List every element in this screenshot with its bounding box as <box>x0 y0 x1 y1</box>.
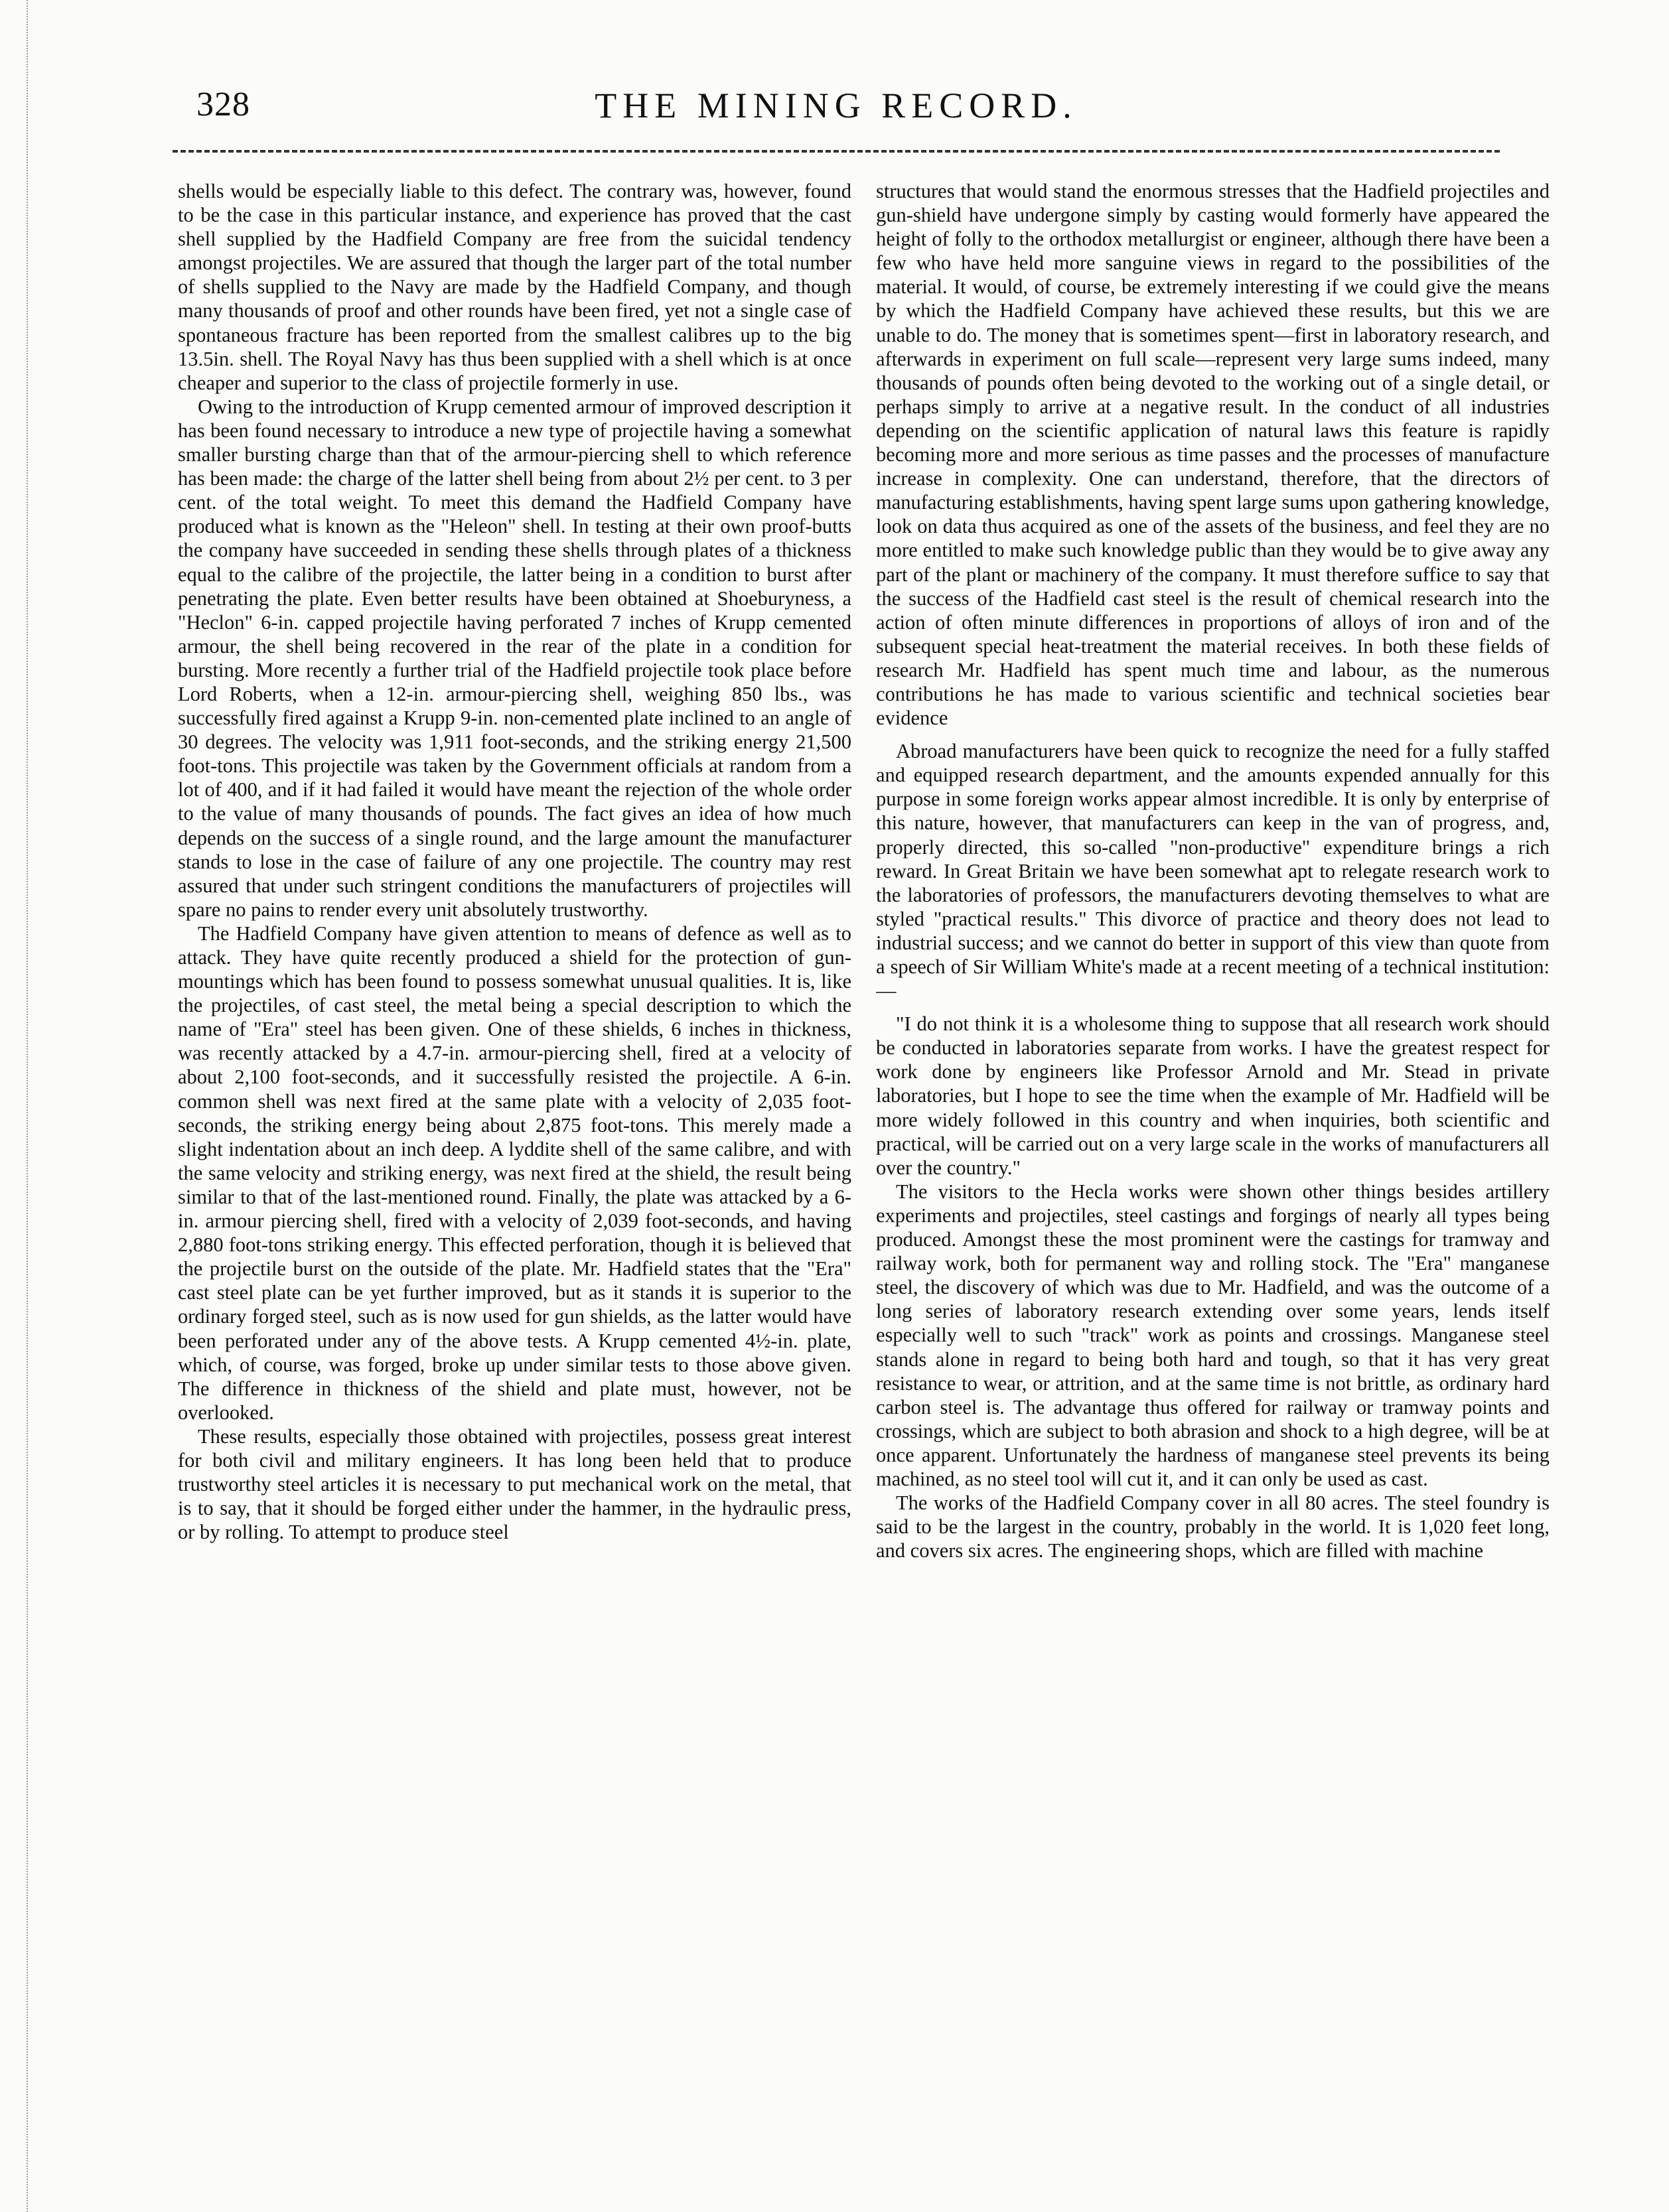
header-rule <box>173 150 1500 153</box>
paragraph: The Hadfield Company have given attention to means of defence as well as to attack. They have quite recently produced a shield for the protection of gun-mountings which has been found to possess somewhat unusual qualities. It is, like the projectiles, of cast steel, the metal being a special description to which the name of "Era" steel has been given. One of these shields, 6 inches in thickness, was recently attacked by a 4.7-in. armour-piercing shell, fired at a velocity of about 2,100 foot-seconds, and it successfully resisted the projectile. A 6-in. common shell was next fired at the same plate with a velocity of 2,035 foot-seconds, the striking energy being about 2,875 foot-tons. This merely made a slight indentation about an inch deep. A lyddite shell of the same calibre, and with the same velocity and striking energy, was next fired at the shield, the result being similar to that of the last-mentioned round. Finally, the plate was attacked by a 6-in. armour piercing shell, fired with a velocity of 2,039 foot-seconds, and having 2,880 foot-tons striking energy. This effected perforation, though it is believed that the projectile burst on the outside of the plate. Mr. Hadfield states that the "Era" cast steel plate can be yet further improved, but as it stands it is superior to the ordinary forged steel, such as is now used for gun shields, as the latter would have been perforated under any of the above tests. A Krupp cemented 4½-in. plate, which, of course, was forged, broke up under similar tests to those above given. The difference in thickness of the shield and plate must, however, not be overlooked. <box>178 922 851 1424</box>
scan-margin-edge <box>0 0 28 2212</box>
journal-title: THE MINING RECORD. <box>595 86 1078 125</box>
paragraph: The works of the Hadfield Company cover in all 80 acres. The steel foundry is said to be the largest in the country, probably in the world. It is 1,020 feet long, and covers six acres. The engineering shops, which are filled with machine <box>876 1491 1550 1562</box>
left-column <box>178 179 851 2176</box>
paragraph: Abroad manufacturers have been quick to recognize the need for a fully staffed and equipped research department, and the amounts expended annually for this purpose in some foreign works appear almost incredible. It is only by enterprise of this nature, however, that manufacturers can keep in the van of progress, and, properly directed, this so-called "non-productive" expenditure brings a rich reward. In Great Britain we have been somewhat apt to relegate research work to the laboratories of professors, the manufacturers devoting themselves to what are styled "practical results." This divorce of practice and theory does not lead to industrial success; and we cannot do better in support of this view than quote from a speech of Sir William White's made at a recent meeting of a technical institution:— <box>876 740 1550 1002</box>
right-column <box>876 179 1550 2176</box>
paragraph: These results, especially those obtained with projectiles, possess great interest for both civil and military engineers. It has long been held that to produce trustworthy steel articles it is necessary to put mechanical work on the metal, that is to say, that it should be forged either under the hammer, in the hydraulic press, or by rolling. To attempt to produce steel <box>178 1424 851 1544</box>
paragraph: shells would be especially liable to this defect. The contrary was, however, found to be the case in this particular instance, and experience has proved that the cast shell supplied by the Hadfield Company are free from the suicidal tendency amongst projectiles. We are assured that though the larger part of the total number of shells supplied to the Navy are made by the Hadfield Company, and though many thousands of proof and other rounds have been fired, yet not a single case of spontaneous fracture has been reported from the smallest calibres up to the big 13.5in. shell. The Royal Navy has thus been supplied with a shell which is at once cheaper and superior to the class of projectile formerly in use. <box>178 180 851 394</box>
page-number: 328 <box>196 86 250 123</box>
page-header <box>159 85 1513 145</box>
quotation-paragraph: "I do not think it is a wholesome thing to suppose that all research work should be conducted in laboratories separate from works. I have the greatest respect for work done by engineers like Professor Arnold and Mr. Stead in private laboratories, but I hope to see the time when the example of Mr. Hadfield will be more widely followed in this country and when inquiries, both scientific and practical, will be carried out on a very large scale in the works of manufacturers all over the country." <box>876 1012 1550 1179</box>
paragraph: structures that would stand the enormous stresses that the Hadfield projectiles and gun-shield have undergone simply by casting would formerly have appeared the height of folly to the orthodox metallurgist or engineer, although there have been a few who have held more sanguine views in regard to the possibilities of the material. It would, of course, be extremely interesting if we could give the means by which the Hadfield Company have achieved these results, but this we are unable to do. The money that is sometimes spent—first in laboratory research, and afterwards in experiment on full scale—represent very large sums indeed, many thousands of pounds often being devoted to the working out of a single detail, or perhaps simply to arrive at a negative result. In the conduct of all industries depending on the scientific application of natural laws this feature is rapidly becoming more and more serious as time passes and the processes of manufacture increase in complexity. One can understand, therefore, that the directors of manufacturing establishments, having spent large sums upon gathering knowledge, look on data thus acquired as one of the assets of the business, and feel they are no more entitled to make such knowledge public than they would be to give away any part of the plant or machinery of the company. It must therefore suffice to say that the success of the Hadfield cast steel is the result of chemical research into the action of often minute differences in proportions of alloys of iron and of the subsequent special heat-treatment the material receives. In both these fields of research Mr. Hadfield has spent much time and labour, as the numerous contributions he has made to various scientific and technical societies bear evidence <box>876 180 1550 730</box>
paragraph: The visitors to the Hecla works were shown other things besides artillery experiments and projectiles, steel castings and forgings of nearly all types being produced. Amongst these the most prominent were the castings for tramway and railway work, both for permanent way and rolling stock. The "Era" manganese steel, the discovery of which was due to Mr. Hadfield, and was the outcome of a long series of laboratory research extending over some years, lends itself especially well to such "track" work as points and crossings. Manganese steel stands alone in regard to being both hard and tough, so that it has very great resistance to wear, or attrition, and at the same time is not brittle, as ordinary hard carbon steel is. The advantage thus offered for railway or tramway points and crossings, which are subject to both abrasion and shock to a high degree, will be at once apparent. Unfortunately the hardness of manganese steel prevents its being machined, as no steel tool will cut it, and it can only be used as cast. <box>876 1180 1550 1490</box>
paragraph: Owing to the introduction of Krupp cemented armour of improved description it has been found necessary to introduce a new type of projectile having a somewhat smaller bursting charge than that of the armour-piercing shell to which reference has been made: the charge of the latter shell being from about 2½ per cent. to 3 per cent. of the total weight. To meet this demand the Hadfield Company have produced what is known as the "Heleon" shell. In testing at their own proof-butts the company have succeeded in sending these shells through plates of a thickness equal to the calibre of the projectile, the latter being in a condition to burst after penetrating the plate. Even better results have been obtained at Shoeburyness, a "Heclon" 6-in. capped projectile having perforated 7 inches of Krupp cemented armour, the shell being recovered in the rear of the plate in a condition for bursting. More recently a further trial of the Hadfield projectile took place before Lord Roberts, when a 12-in. armour-piercing shell, weighing 850 lbs., was successfully fired against a Krupp 9-in. non-cemented plate inclined to an angle of 30 degrees. The velocity was 1,911 foot-seconds, and the striking energy 21,500 foot-tons. This projectile was taken by the Government officials at random from a lot of 400, and if it had failed it would have meant the rejection of the whole order to the value of many thousands of pounds. The fact gives an idea of how much depends on the success of a single round, and the large amount the manufacturer stands to lose in the case of failure of any one projectile. The country may rest assured that under such stringent conditions the manufacturers of projectiles will spare no pains to render every unit absolutely trustworthy. <box>178 395 851 921</box>
